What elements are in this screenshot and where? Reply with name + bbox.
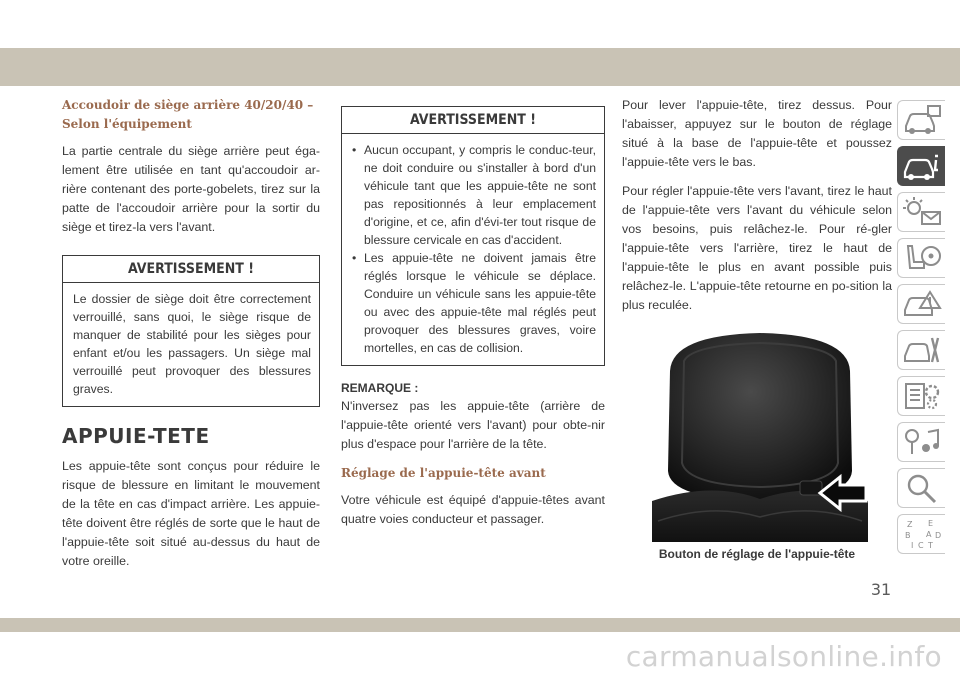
bullet-text: Aucun occupant, y compris le conduc-teur, ne doit conduire ou s'installer à bord d'un véhicule tant que les appuie-tête ne sont pas repositionnés à leur emplacement d'origine, et ce, afin d'évi-ter tout risque de blessure cervicale en cas d'accident. — [364, 143, 596, 247]
tab-search[interactable] — [897, 468, 945, 508]
tab-car-info[interactable] — [897, 146, 945, 186]
page-number: 31 — [870, 580, 892, 599]
tab-light-message[interactable] — [897, 192, 945, 232]
tab-music-nav[interactable] — [897, 422, 945, 462]
bullet-text: Les appuie-tête ne doivent jamais être réglés lorsque le véhicule se déplace. Conduire un véhicule sans les appuie-tête ou avec des appuie-tête mal réglés peut provoquer des blessures graves, voire mortelles, en cas de collision. — [364, 251, 596, 355]
warning-bullet — [352, 249, 596, 357]
warning-body — [342, 134, 604, 365]
car-warning-icon — [902, 104, 942, 136]
warning-title: AVERTISSEMENT ! — [342, 107, 604, 134]
section-heading-headrest: APPUIE-TETE — [62, 424, 210, 448]
photo-caption: Bouton de réglage de l'appuie-tête — [658, 547, 856, 561]
right-column — [622, 96, 892, 325]
top-band — [0, 48, 960, 86]
car-info-icon — [902, 150, 942, 182]
index-letter: C — [917, 541, 924, 550]
left-column — [62, 96, 320, 581]
front-headrest-paragraph: Votre véhicule est équipé d'appuie-têtes avant quatre voies conducteur et passager. — [341, 493, 605, 526]
car-tools-icon — [902, 334, 942, 366]
armrest-paragraph: La partie centrale du siège arrière peut éga-lement être utilisée en tant qu'accoudoir ar-rière contenant des porte-gobelets, tirez sur la patte de l'accoudoir arrière pour la sortir du siège et tirez-la vers l'avant. — [62, 144, 320, 234]
warning-box-seatback — [62, 255, 320, 407]
remark-text: N'inversez pas les appuie-tête (arrière de l'appuie-tête orienté vers l'avant) pour obte-nir plus d'espace pour l'arrière de la tête. — [341, 399, 605, 451]
warning-title: AVERTISSEMENT ! — [63, 256, 319, 283]
index-letter: B — [904, 531, 910, 540]
music-nav-icon — [902, 426, 942, 458]
car-hazard-icon — [902, 288, 942, 320]
bullet-mark: • — [352, 251, 357, 265]
index-letter: D — [934, 531, 941, 540]
warning-bullet — [352, 141, 596, 249]
headrest-intro-paragraph: Les appuie-tête sont conçus pour réduire le risque de blessure en limitant le mouvement de la tête en cas d'impact arrière. Les appuie-tête doivent être réglés de sorte que le haut de l'appuie-tête soit situé au-dessus du haut de votre oreille. — [62, 459, 320, 568]
index-letter: A — [925, 530, 931, 539]
tilt-paragraph: Pour régler l'appuie-tête vers l'avant, tirez le haut de l'appuie-tête vers l'avant du véhicule selon vos besoins, puis relâchez-le. Pour ré-gler l'appuie-tête vers l'arrière, tirez le haut de l'appuie-tête le plus en avant possible puis relâchez-le. L'appuie-tête retourne en po-sition la plus reculée. — [622, 184, 892, 312]
tab-car-tools[interactable] — [897, 330, 945, 370]
alphabet-index-icon — [902, 518, 942, 550]
bottom-band — [0, 618, 960, 632]
light-message-icon — [902, 196, 942, 228]
headrest-photo — [652, 331, 868, 542]
seat-steering-icon — [902, 242, 942, 274]
middle-column — [341, 96, 605, 539]
raise-lower-paragraph: Pour lever l'appuie-tête, tirez dessus. Pour l'abaisser, appuyez sur le bouton de réglage situé à la base de l'appuie-tête et poussez l'appuie-tête vers le bas. — [622, 98, 892, 169]
chapter-tabs — [897, 100, 945, 560]
tab-document-gears[interactable] — [897, 376, 945, 416]
bullet-mark: • — [352, 143, 357, 157]
remark-title: REMARQUE : — [341, 381, 419, 395]
armrest-subheading: Accoudoir de siège arrière 40/20/40 – Selon l'équipement — [62, 98, 314, 131]
index-letter: Z — [906, 520, 912, 529]
watermark: carmanualsonline.info — [625, 640, 942, 673]
front-headrest-subheading: Réglage de l'appuie-tête avant — [341, 466, 546, 480]
warning-text: Le dossier de siège doit être correctement verrouillé, sans quoi, le siège risque de manquer de stabilité pour les sièges pour enfant et/ou les passagers. Un siège mal verrouillé peut provoquer des blessures graves. — [73, 292, 311, 396]
search-icon — [902, 472, 942, 504]
tab-car-warning[interactable] — [897, 100, 945, 140]
index-letter: T — [927, 541, 933, 550]
warning-box-headrest — [341, 106, 605, 366]
document-gears-icon — [902, 380, 942, 412]
tab-seat-steering[interactable] — [897, 238, 945, 278]
headrest-illustration — [652, 331, 868, 542]
tab-car-hazard[interactable] — [897, 284, 945, 324]
index-letter: E — [927, 519, 933, 528]
tab-alphabet-index[interactable] — [897, 514, 945, 554]
index-letter: I — [910, 541, 913, 550]
